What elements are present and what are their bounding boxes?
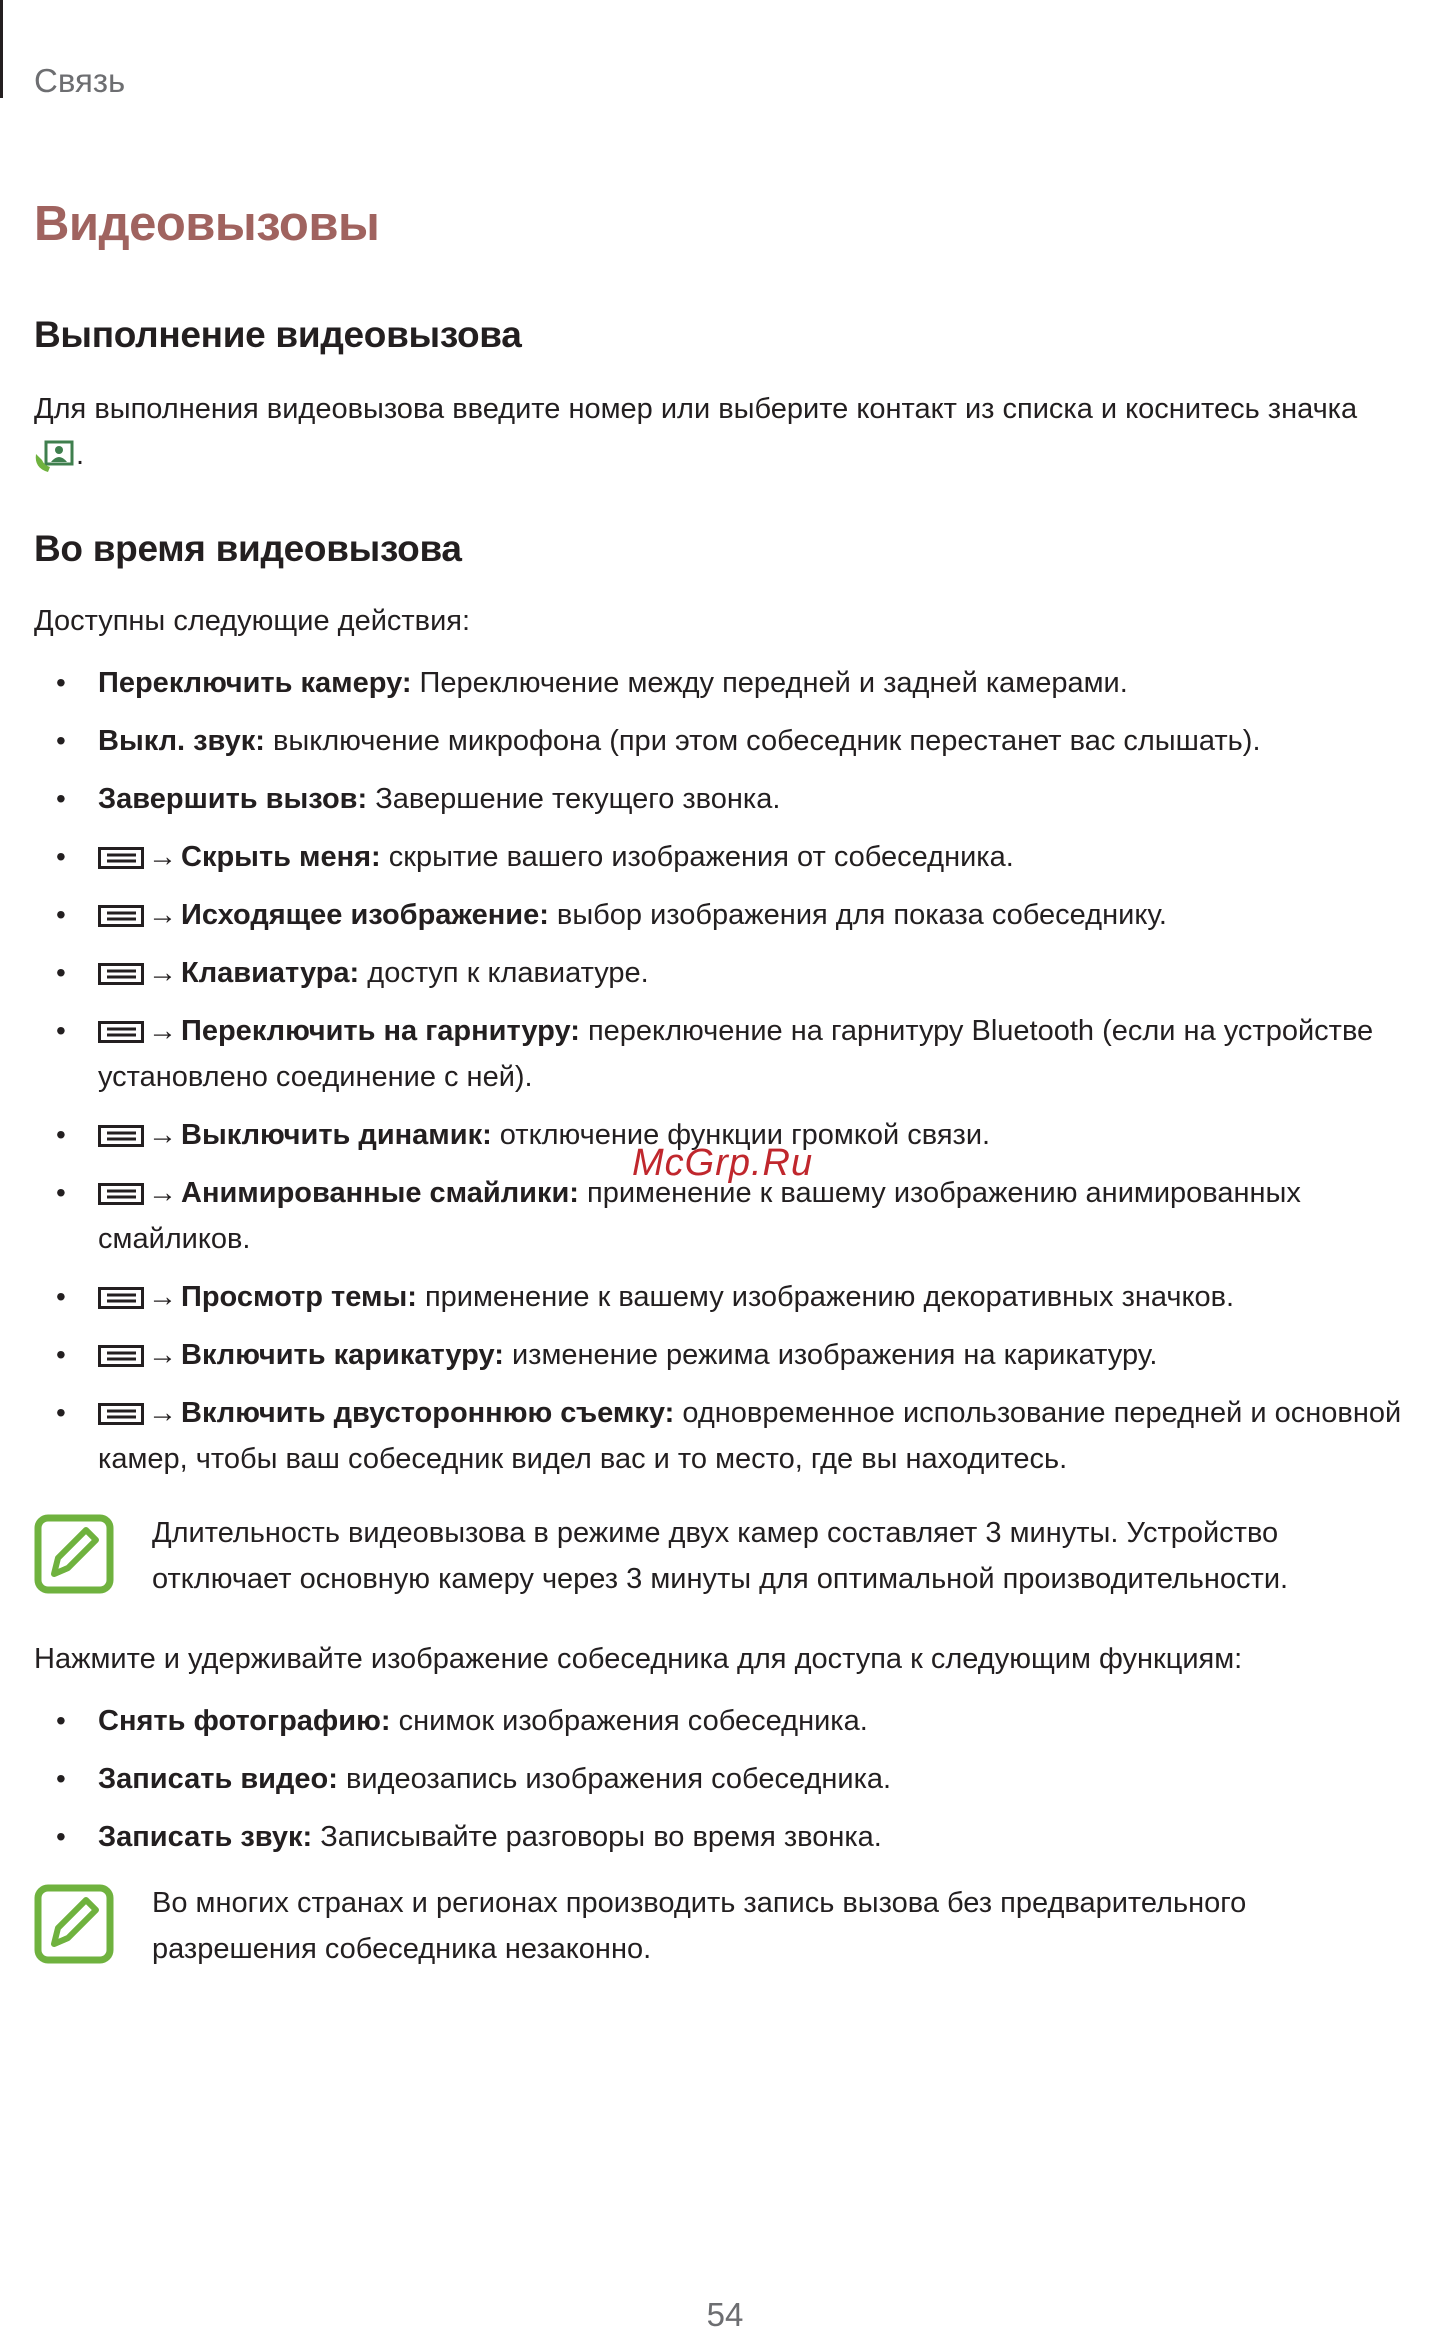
item-label: Переключить на гарнитуру:	[181, 1015, 580, 1047]
list-item	[0, 660, 1438, 706]
bullet: •	[56, 1339, 66, 1370]
item-label: Завершить вызов:	[98, 783, 368, 815]
list-item	[0, 1756, 1438, 1802]
item-text: доступ к клавиатуре.	[359, 957, 649, 989]
bullet: •	[56, 667, 66, 698]
list-item	[0, 1274, 1438, 1320]
arrow: →	[148, 1177, 177, 1209]
bullet: •	[56, 1397, 66, 1428]
menu-icon	[98, 1183, 144, 1205]
note-icon	[34, 1884, 114, 1964]
item-text: применение к вашему изображению анимированных смайликов.	[98, 1177, 1301, 1255]
arrow: →	[148, 1015, 177, 1047]
menu-icon	[98, 1021, 144, 1043]
bullet: •	[56, 1705, 66, 1736]
item-text: Записывайте разговоры во время звонка.	[312, 1821, 882, 1853]
during-call-actions-list	[0, 660, 1438, 1494]
list-item	[0, 950, 1438, 996]
menu-icon	[98, 963, 144, 985]
bullet: •	[56, 783, 66, 814]
list-item	[0, 834, 1438, 880]
menu-icon	[98, 905, 144, 927]
bullet: •	[56, 1177, 66, 1208]
item-text: скрытие вашего изображения от собеседника.	[380, 841, 1014, 873]
list-item	[0, 1814, 1438, 1860]
arrow: →	[148, 899, 177, 931]
item-label: Клавиатура:	[181, 957, 360, 989]
page-number: 54	[706, 2296, 744, 2333]
make-call-heading: Выполнение видеовызова	[34, 314, 522, 355]
arrow: →	[148, 841, 177, 873]
list-item	[0, 718, 1438, 764]
item-label: Выкл. звук:	[98, 725, 265, 757]
bullet: •	[56, 1015, 66, 1046]
dual-camera-note-text: Длительность видеовызова в режиме двух камер составляет 3 минуты. Устройство отключает основную камеру через 3 минуты для оптимальной производительности.	[152, 1517, 1289, 1595]
arrow: →	[148, 1397, 177, 1429]
make-call-text	[34, 386, 1357, 488]
item-label: Включить карикатуру:	[181, 1339, 504, 1371]
section-label: Связь	[34, 62, 126, 99]
list-item	[0, 1390, 1438, 1482]
make-call-text-body: Для выполнения видеовызова введите номер или выберите контакт из списка и коснитесь значка	[34, 393, 1358, 425]
arrow: →	[148, 957, 177, 989]
arrow: →	[148, 1119, 177, 1151]
recording-note-text: Во многих странах и регионах производить запись вызова без предварительного разрешения собеседника незаконно.	[152, 1887, 1247, 1965]
page-edge-line	[0, 0, 3, 98]
page-title: Видеовызовы	[34, 197, 380, 251]
list-item	[0, 1332, 1438, 1378]
note-icon	[34, 1514, 114, 1594]
item-text: переключение на гарнитуру Bluetooth (если на устройстве установлено соединение с ней).	[98, 1015, 1374, 1093]
list-item	[0, 1698, 1438, 1744]
list-item	[0, 776, 1438, 822]
hold-intro: Нажмите и удерживайте изображение собеседника для доступа к следующим функциям:	[34, 1643, 1243, 1675]
menu-icon	[98, 1125, 144, 1147]
item-text: Переключение между передней и задней камерами.	[411, 667, 1128, 699]
bullet: •	[56, 1763, 66, 1794]
bullet: •	[56, 1281, 66, 1312]
list-item	[0, 1008, 1438, 1100]
item-label: Снять фотографию:	[98, 1705, 391, 1737]
item-text: одновременное использование передней и основной камер, чтобы ваш собеседник видел вас и то место, где вы находитесь.	[98, 1397, 1402, 1475]
menu-icon	[98, 1345, 144, 1367]
item-label: Скрыть меня:	[181, 841, 381, 873]
item-text: применение к вашему изображению декоративных значков.	[416, 1281, 1235, 1313]
bullet: •	[56, 899, 66, 930]
item-text: выбор изображения для показа собеседнику.	[548, 899, 1167, 931]
list-item	[0, 892, 1438, 938]
arrow: →	[148, 1339, 177, 1371]
bullet: •	[56, 841, 66, 872]
item-text: изменение режима изображения на карикатуру.	[503, 1339, 1158, 1371]
bullet: •	[56, 1119, 66, 1150]
item-text: выключение микрофона (при этом собеседник перестанет вас слышать).	[264, 725, 1261, 757]
item-text: видеозапись изображения собеседника.	[337, 1763, 892, 1795]
item-label: Исходящее изображение:	[181, 899, 549, 931]
menu-icon	[98, 847, 144, 869]
make-call-text-end: .	[76, 439, 85, 471]
bullet: •	[56, 725, 66, 756]
video-call-icon	[34, 440, 76, 488]
bullet: •	[56, 957, 66, 988]
item-label: Включить двустороннюю съемку:	[181, 1397, 675, 1429]
item-text: отключение функции громкой связи.	[491, 1119, 991, 1151]
item-label: Переключить камеру:	[98, 667, 412, 699]
menu-icon	[98, 1403, 144, 1425]
hold-actions-list	[0, 1698, 1438, 1872]
bullet: •	[56, 1821, 66, 1852]
arrow: →	[148, 1281, 177, 1313]
item-label: Записать звук:	[98, 1821, 313, 1853]
during-call-intro: Доступны следующие действия:	[34, 605, 471, 637]
during-call-heading: Во время видеовызова	[34, 528, 462, 569]
item-label: Анимированные смайлики:	[181, 1177, 579, 1209]
item-label: Выключить динамик:	[181, 1119, 492, 1151]
menu-icon	[98, 1287, 144, 1309]
item-label: Записать видео:	[98, 1763, 338, 1795]
item-text: снимок изображения собеседника.	[390, 1705, 868, 1737]
watermark: McGrp.Ru	[632, 1142, 814, 1184]
item-text: Завершение текущего звонка.	[367, 783, 781, 815]
item-label: Просмотр темы:	[181, 1281, 417, 1313]
